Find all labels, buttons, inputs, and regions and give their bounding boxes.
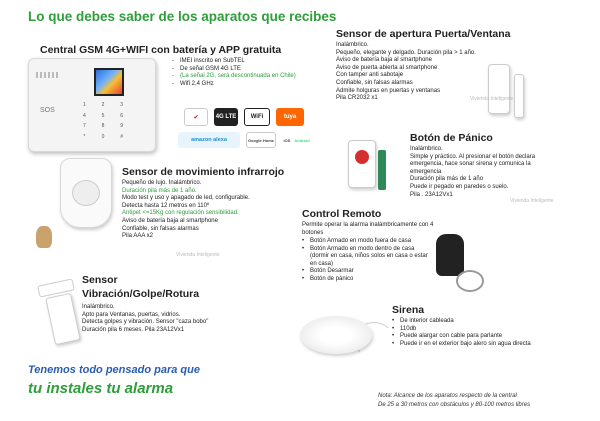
sos-label: SOS — [40, 107, 55, 114]
list-item: • Botón Armado en modo fuera de casa — [302, 238, 434, 246]
panic-line: Simple y práctico. Al presionar el botón declara — [410, 153, 536, 160]
list-item: - Wifi 2,4 GHz — [172, 81, 312, 89]
panic-heading: Botón de Pánico — [410, 132, 493, 144]
range-note: Nota: Alcance de los aparatos respecto de la central De 25 a 30 metros con obstáculos y 80-100 metros libres — [378, 393, 531, 408]
motion-line: Pila AAA x2 — [122, 233, 154, 240]
motion-line: Pequeño de lujo. Inalámbrico. — [122, 180, 202, 186]
remote-button-list — [302, 238, 434, 284]
list-item: • Botón Armado en modo dentro de casa (dormir en casa, niños solos en casa o estar en casa) — [302, 246, 434, 269]
panic-line: Puede ir pegado en paredes o suelo. — [410, 183, 509, 190]
list-item: - (La señal 2G, será descontinuada en Chile) — [172, 73, 312, 81]
central-feature-list — [172, 58, 312, 88]
panic-red-button-icon — [355, 150, 369, 164]
list-item: • Puede ir en el exterior bajo alero sin agua directa — [392, 341, 562, 349]
door-heading: Sensor de apertura Puerta/Ventana — [336, 28, 511, 40]
vibration-heading-2: Vibración/Golpe/Rotura — [82, 288, 200, 300]
speaker-grille-icon — [36, 72, 60, 78]
remote-intro: Permite operar la alarma inalámbricamente con 4 botones — [302, 222, 434, 236]
check-logo-icon: ✔ — [184, 108, 208, 126]
tagline-line-2: tu instales tu alarma — [28, 380, 174, 397]
door-line: Aviso de puerta abierta al smartphone — [336, 64, 438, 71]
tagline-line-1: Tenemos todo pensado para que — [28, 364, 200, 376]
remote-heading: Control Remoto — [302, 208, 382, 220]
panic-device-image — [348, 140, 376, 188]
vibration-line: Detecta golpes y vibración. Sensor "caza bobo" — [82, 319, 209, 326]
list-item: • Botón Desarmar — [302, 268, 434, 276]
panic-line: Inalámbrico. — [410, 146, 443, 152]
central-heading: Central GSM 4G+WIFI con batería y APP gratuita — [40, 44, 282, 56]
ios-logo-icon: iOS — [280, 132, 294, 148]
list-item: - De señal GSM 4G LTE — [172, 66, 312, 74]
panic-line: emergencia — [410, 168, 442, 175]
watermark: Vivienda Inteligente — [510, 198, 554, 204]
siren-heading: Sirena — [392, 304, 425, 316]
motion-line: Aviso de batería baja al smartphone — [122, 217, 218, 224]
vibration-line: Apto para Ventanas, puertas, vidrios. — [82, 311, 181, 318]
door-line: Admite holguras en puertas y ventanas — [336, 87, 441, 94]
list-item: • De interior cableada — [392, 318, 562, 326]
remote-control-image — [436, 234, 464, 276]
vibration-heading: Sensor — [82, 274, 118, 286]
pet-image — [36, 226, 52, 248]
door-magnet-image — [514, 74, 524, 118]
door-description: Inalámbrico. Pequeño, elegante y delgado. Duración pila > 1 año. Aviso de batería baja al smartphone Aviso de puerta abierta al smartphone Con tamper anti sabotaje Confiable, sin falsas alarmas Admite holguras en puertas y ventanas Pila CR2032 x1 — [336, 42, 496, 103]
door-line: Con tamper anti sabotaje — [336, 72, 404, 79]
door-line: Aviso de batería baja al smartphone — [336, 57, 432, 64]
motion-lens — [72, 180, 100, 206]
panic-battery-image — [378, 150, 386, 190]
door-line: Confiable, sin falsas alarmas — [336, 79, 413, 86]
vibration-line: Duración pila 6 meses. Pila 23A12Vx1 — [82, 326, 185, 333]
motion-line: Confiable, sin falsas alarmas — [122, 225, 199, 232]
panic-line: Duración pila más de 1 año — [410, 176, 484, 183]
motion-line: Detecta hasta 12 metros en 110º — [122, 202, 210, 209]
vibration-line: Inalámbrico. — [82, 304, 115, 310]
keypad-icon: 1 2 3 4 5 6 7 8 9 * 0 # — [82, 102, 124, 140]
motion-line: Modo test y uso y apagado de led, configurable. — [122, 195, 250, 202]
vibration-description — [82, 304, 262, 334]
wifi-logo-icon: WiFi — [244, 108, 270, 126]
google-home-logo-icon: Google Home — [246, 132, 276, 148]
panel-screen — [94, 68, 124, 96]
page-title: Lo que debes saber de los aparatos que recibes — [28, 9, 337, 24]
door-line: Pequeño, elegante y delgado. Duración pila > 1 año. — [336, 49, 476, 56]
panic-line: emergencia, hace sonar sirena y comunica la — [410, 161, 531, 168]
siren-image — [300, 316, 372, 354]
motion-heading: Sensor de movimiento infrarrojo — [122, 166, 285, 178]
lte-logo-icon: 4G LTE — [214, 108, 238, 126]
door-line: Pila CR2032 x1 — [336, 95, 378, 102]
panic-line: Pila . 23A12Vx1 — [410, 191, 453, 198]
list-item: • Puede alargar con cable para parlante — [392, 333, 562, 341]
android-logo-icon: Android — [294, 132, 310, 148]
panic-description — [410, 146, 590, 199]
vibration-sensor-image — [45, 293, 80, 345]
watermark: Vivienda Inteligente — [470, 96, 514, 102]
watermark: Vivienda Inteligente — [176, 252, 220, 258]
list-item: • Botón de pánico — [302, 276, 434, 284]
motion-line: Duración pila más de 1 año. — [122, 187, 197, 194]
list-item: • 110db — [392, 326, 562, 334]
motion-line: Antipet <=15Kg con regulación sensibilidad. — [122, 210, 239, 217]
motion-description — [122, 180, 302, 241]
tuya-logo-icon: tuya — [276, 108, 304, 126]
list-item: - IMEI inscrito en SubTEL — [172, 58, 312, 66]
siren-feature-list — [392, 318, 562, 348]
alexa-logo-icon: amazon alexa — [178, 132, 240, 148]
keyring-icon — [456, 270, 484, 292]
